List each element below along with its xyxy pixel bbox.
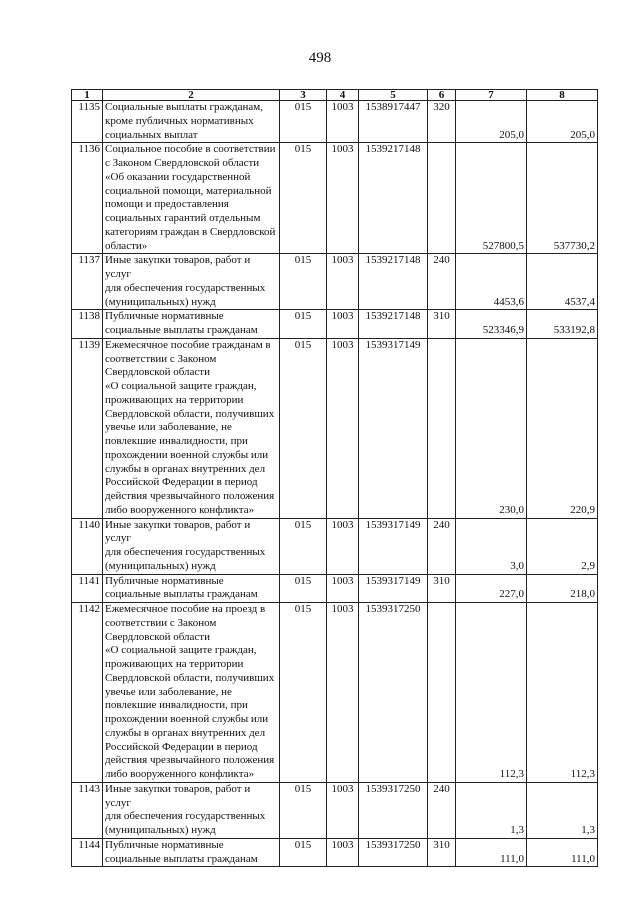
row-name: Ежемесячное пособие на проезд в соответствии с Законом Свердловской области «О социальной защите граждан, проживающих на территории Свердловской области, получивших увечье или заболевание, не повлекшие инвалидности, при прохождении военной службы или службы в органах внутренних дел Российской Федерации в период действия чрезвычайного положения либо вооруженного конфликта» — [103, 603, 280, 783]
row-name: Публичные нормативные социальные выплаты гражданам — [103, 310, 280, 339]
row-number: 1143 — [72, 782, 103, 838]
row-expense-type — [428, 143, 456, 254]
budget-table — [71, 89, 598, 867]
table-row — [72, 101, 598, 143]
row-code: 1539317250 — [359, 838, 428, 867]
row-value-7: 3,0 — [456, 518, 527, 574]
table-row — [72, 603, 598, 783]
row-value-8: 2,9 — [527, 518, 598, 574]
row-name: Иные закупки товаров, работ и услуг для обеспечения государственных (муниципальных) нужд — [103, 254, 280, 310]
row-number: 1142 — [72, 603, 103, 783]
row-expense-type: 310 — [428, 574, 456, 603]
row-grbs: 015 — [280, 782, 327, 838]
row-code: 1539317149 — [359, 338, 428, 518]
row-section: 1003 — [327, 310, 359, 339]
row-value-7: 111,0 — [456, 838, 527, 867]
col-header: 6 — [428, 90, 456, 101]
row-code: 1539317149 — [359, 574, 428, 603]
row-name: Иные закупки товаров, работ и услуг для обеспечения государственных (муниципальных) нужд — [103, 518, 280, 574]
col-header: 7 — [456, 90, 527, 101]
row-number: 1135 — [72, 101, 103, 143]
table-row — [72, 782, 598, 838]
row-code: 1539217148 — [359, 310, 428, 339]
row-code: 1538917447 — [359, 101, 428, 143]
col-header: 1 — [72, 90, 103, 101]
row-name: Социальные выплаты гражданам, кроме публичных нормативных социальных выплат — [103, 101, 280, 143]
row-number: 1136 — [72, 143, 103, 254]
table-row — [72, 143, 598, 254]
table-row — [72, 254, 598, 310]
row-expense-type: 240 — [428, 518, 456, 574]
row-number: 1137 — [72, 254, 103, 310]
row-value-8: 537730,2 — [527, 143, 598, 254]
row-grbs: 015 — [280, 338, 327, 518]
row-value-8: 220,9 — [527, 338, 598, 518]
col-header: 5 — [359, 90, 428, 101]
row-section: 1003 — [327, 574, 359, 603]
row-section: 1003 — [327, 254, 359, 310]
row-section: 1003 — [327, 143, 359, 254]
row-number: 1144 — [72, 838, 103, 867]
table-row — [72, 310, 598, 339]
row-value-8: 218,0 — [527, 574, 598, 603]
table-row — [72, 574, 598, 603]
page-number: 498 — [308, 50, 332, 66]
row-expense-type: 310 — [428, 310, 456, 339]
row-code: 1539217148 — [359, 254, 428, 310]
row-expense-type — [428, 603, 456, 783]
row-value-7: 1,3 — [456, 782, 527, 838]
row-grbs: 015 — [280, 838, 327, 867]
table-row — [72, 338, 598, 518]
row-code: 1539217148 — [359, 143, 428, 254]
row-name: Публичные нормативные социальные выплаты гражданам — [103, 574, 280, 603]
row-grbs: 015 — [280, 143, 327, 254]
row-value-7: 527800,5 — [456, 143, 527, 254]
row-grbs: 015 — [280, 603, 327, 783]
row-number: 1141 — [72, 574, 103, 603]
row-value-8: 533192,8 — [527, 310, 598, 339]
row-code: 1539317250 — [359, 782, 428, 838]
row-value-8: 112,3 — [527, 603, 598, 783]
row-section: 1003 — [327, 782, 359, 838]
row-value-7: 227,0 — [456, 574, 527, 603]
row-value-8: 4537,4 — [527, 254, 598, 310]
col-header: 2 — [103, 90, 280, 101]
row-value-8: 1,3 — [527, 782, 598, 838]
row-expense-type: 310 — [428, 838, 456, 867]
row-section: 1003 — [327, 338, 359, 518]
table-row — [72, 518, 598, 574]
row-grbs: 015 — [280, 310, 327, 339]
row-grbs: 015 — [280, 518, 327, 574]
row-name: Публичные нормативные социальные выплаты гражданам — [103, 838, 280, 867]
row-value-7: 112,3 — [456, 603, 527, 783]
row-grbs: 015 — [280, 101, 327, 143]
row-name: Ежемесячное пособие гражданам в соответствии с Законом Свердловской области «О социальной защите граждан, проживающих на территории Свердловской области, получивших увечье или заболевание, не повлекшие инвалидности, при прохождении военной службы или службы в органах внутренних дел Российской Федерации в период действия чрезвычайного положения либо вооруженного конфликта» — [103, 338, 280, 518]
row-section: 1003 — [327, 838, 359, 867]
row-number: 1140 — [72, 518, 103, 574]
row-name: Социальное пособие в соответствии с Законом Свердловской области «Об оказании государственной социальной помощи, материальной помощи и предоставления социальных гарантий отдельным категориям граждан в Свердловской области» — [103, 143, 280, 254]
row-expense-type: 240 — [428, 782, 456, 838]
row-expense-type: 240 — [428, 254, 456, 310]
row-value-8: 205,0 — [527, 101, 598, 143]
row-value-8: 111,0 — [527, 838, 598, 867]
row-number: 1138 — [72, 310, 103, 339]
row-expense-type: 320 — [428, 101, 456, 143]
header-row — [72, 90, 598, 101]
row-value-7: 205,0 — [456, 101, 527, 143]
col-header: 4 — [327, 90, 359, 101]
row-section: 1003 — [327, 101, 359, 143]
row-name: Иные закупки товаров, работ и услуг для обеспечения государственных (муниципальных) нужд — [103, 782, 280, 838]
row-number: 1139 — [72, 338, 103, 518]
row-grbs: 015 — [280, 254, 327, 310]
table-row — [72, 838, 598, 867]
col-header: 8 — [527, 90, 598, 101]
row-section: 1003 — [327, 518, 359, 574]
row-section: 1003 — [327, 603, 359, 783]
row-value-7: 523346,9 — [456, 310, 527, 339]
col-header: 3 — [280, 90, 327, 101]
row-code: 1539317149 — [359, 518, 428, 574]
row-grbs: 015 — [280, 574, 327, 603]
row-value-7: 4453,6 — [456, 254, 527, 310]
row-value-7: 230,0 — [456, 338, 527, 518]
row-code: 1539317250 — [359, 603, 428, 783]
row-expense-type — [428, 338, 456, 518]
